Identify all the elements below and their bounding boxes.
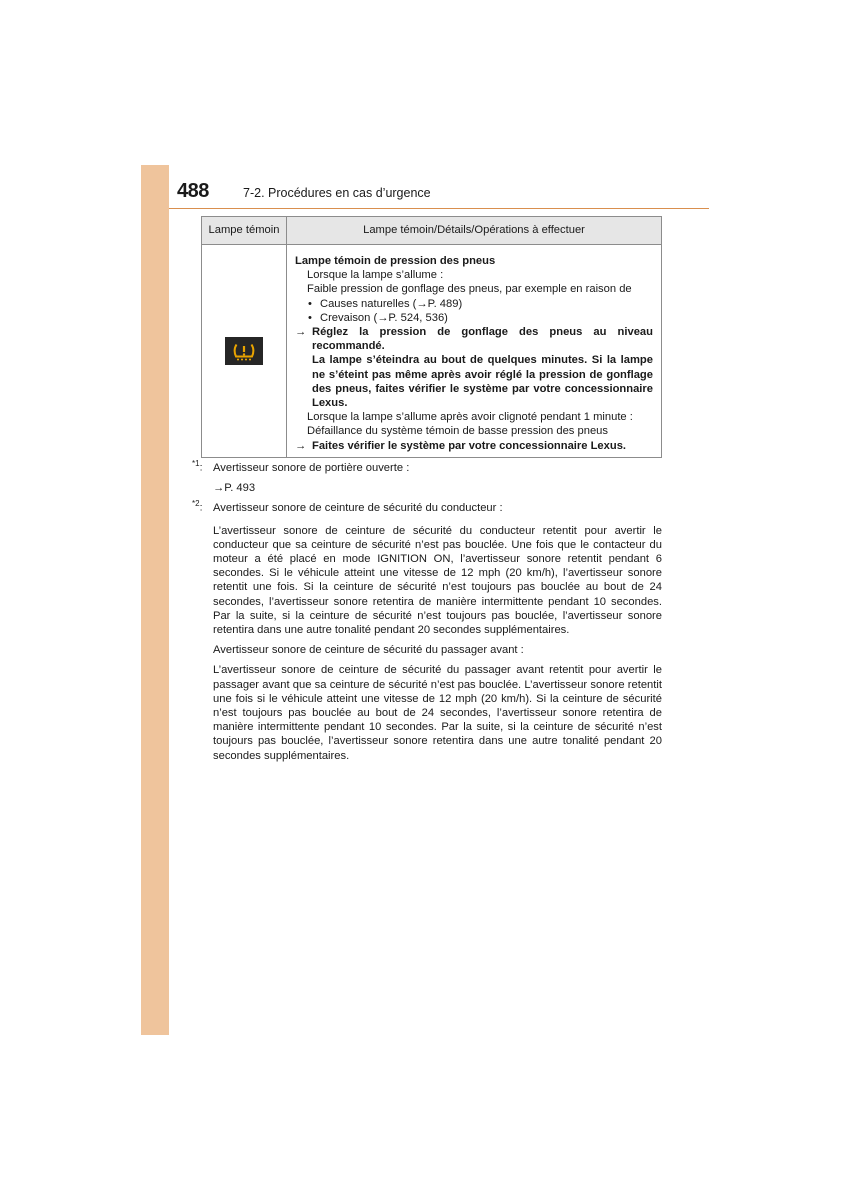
chapter-tab-bar xyxy=(141,165,169,1035)
footnote-1-title: Avertisseur sonore de portière ouverte : xyxy=(213,462,410,474)
list-item: • Crevaison (→P. 524, 536) xyxy=(308,311,448,324)
lamp-title: Lampe témoin de pression des pneus xyxy=(295,255,496,267)
passenger-seatbelt-title: Avertisseur sonore de ceinture de sécurité du passager avant : xyxy=(213,644,524,657)
action-note: La lampe s’éteindra au bout de quelques minutes. Si la lampe ne s’éteint pas même après avoir réglé la pression de gonflage des pneus, faites vérifier le système par votre concessionnaire Lexus. xyxy=(312,354,653,410)
page-number: 488 xyxy=(177,180,209,202)
warning-lamp-table xyxy=(201,216,662,458)
footnote-1-reference: →P. 493 xyxy=(213,482,256,495)
page-header xyxy=(169,176,709,209)
action-have-checked: → Faites vérifier le système par votre concessionnaire Lexus. xyxy=(295,439,627,452)
column-header-details: Lampe témoin/Détails/Opérations à effectuer xyxy=(287,217,662,245)
when-on-text: Lorsque la lampe s’allume : xyxy=(307,269,444,282)
arrow-right-icon: → xyxy=(295,326,307,339)
when-blink-text: Lorsque la lampe s’allume après avoir clignoté pendant 1 minute : xyxy=(307,411,633,424)
table-header-row xyxy=(202,217,662,245)
lamp-icon-cell xyxy=(202,245,287,458)
table-row xyxy=(202,245,662,458)
footnote-2 xyxy=(192,501,662,515)
lamp-details-cell xyxy=(287,245,662,458)
column-header-lamp: Lampe témoin xyxy=(202,217,287,245)
footnotes xyxy=(192,461,662,763)
driver-seatbelt-paragraph: L’avertisseur sonore de ceinture de sécurité du conducteur retentit pour avertir le conducteur que sa ceinture de sécurité n’est pas bouclée. Une fois que le contacteur du moteur a été placé en mode IGNITION ON, l’avertisseur sonore retentit pendant 6 secondes. Si le véhicule atteint une vitesse de 12 mph (20 km/h), l’avertisseur sonore retentit une fois. Si la ceinture de sécurité n’est toujours pas bouclée au bout de 24 secondes, l’avertisseur sonore retentira de manière intermittente pendant 10 secondes. Par la suite, si la ceinture de sécurité n’est toujours pas bouclée, l’avertisseur sonore retentira dans une autre tonalité pendant 20 secondes supplémentaires. xyxy=(213,524,662,637)
arrow-right-icon: → xyxy=(295,439,307,452)
section-title: 7-2. Procédures en cas d’urgence xyxy=(243,186,431,200)
footnote-mark-2: $^{*2}$: xyxy=(192,499,203,514)
passenger-seatbelt-paragraph: L’avertisseur sonore de ceinture de sécurité du passager avant retentit pour avertir le passager avant que sa ceinture de sécurité n’est pas bouclée. L’avertisseur sonore retentit une fois si le véhicule atteint une vitesse de 12 mph (20 km/h). Si la ceinture de sécurité n’est toujours pas bouclée au bout de 24 secondes, l’avertisseur sonore retentira de manière intermittente pendant 10 secondes. Par la suite, si la ceinture de sécurité n’est toujours pas bouclée, l’avertisseur sonore retentira dans une autre tonalité pendant 20 secondes supplémentaires. xyxy=(213,664,662,762)
footnote-mark-1: $^{*1}$: xyxy=(192,459,203,474)
list-item: • Causes naturelles (→P. 489) xyxy=(308,297,463,310)
footnote-1 xyxy=(192,461,662,475)
malfunction-text: Défaillance du système témoin de basse pression des pneus xyxy=(307,425,608,438)
action-adjust-pressure: → Réglez la pression de gonflage des pneus au niveau recommandé. xyxy=(295,326,653,353)
tire-pressure-warning-icon xyxy=(225,337,263,365)
cause-text: Faible pression de gonflage des pneus, par exemple en raison de xyxy=(307,283,632,296)
footnote-2-title: Avertisseur sonore de ceinture de sécurité du conducteur : xyxy=(213,502,503,515)
